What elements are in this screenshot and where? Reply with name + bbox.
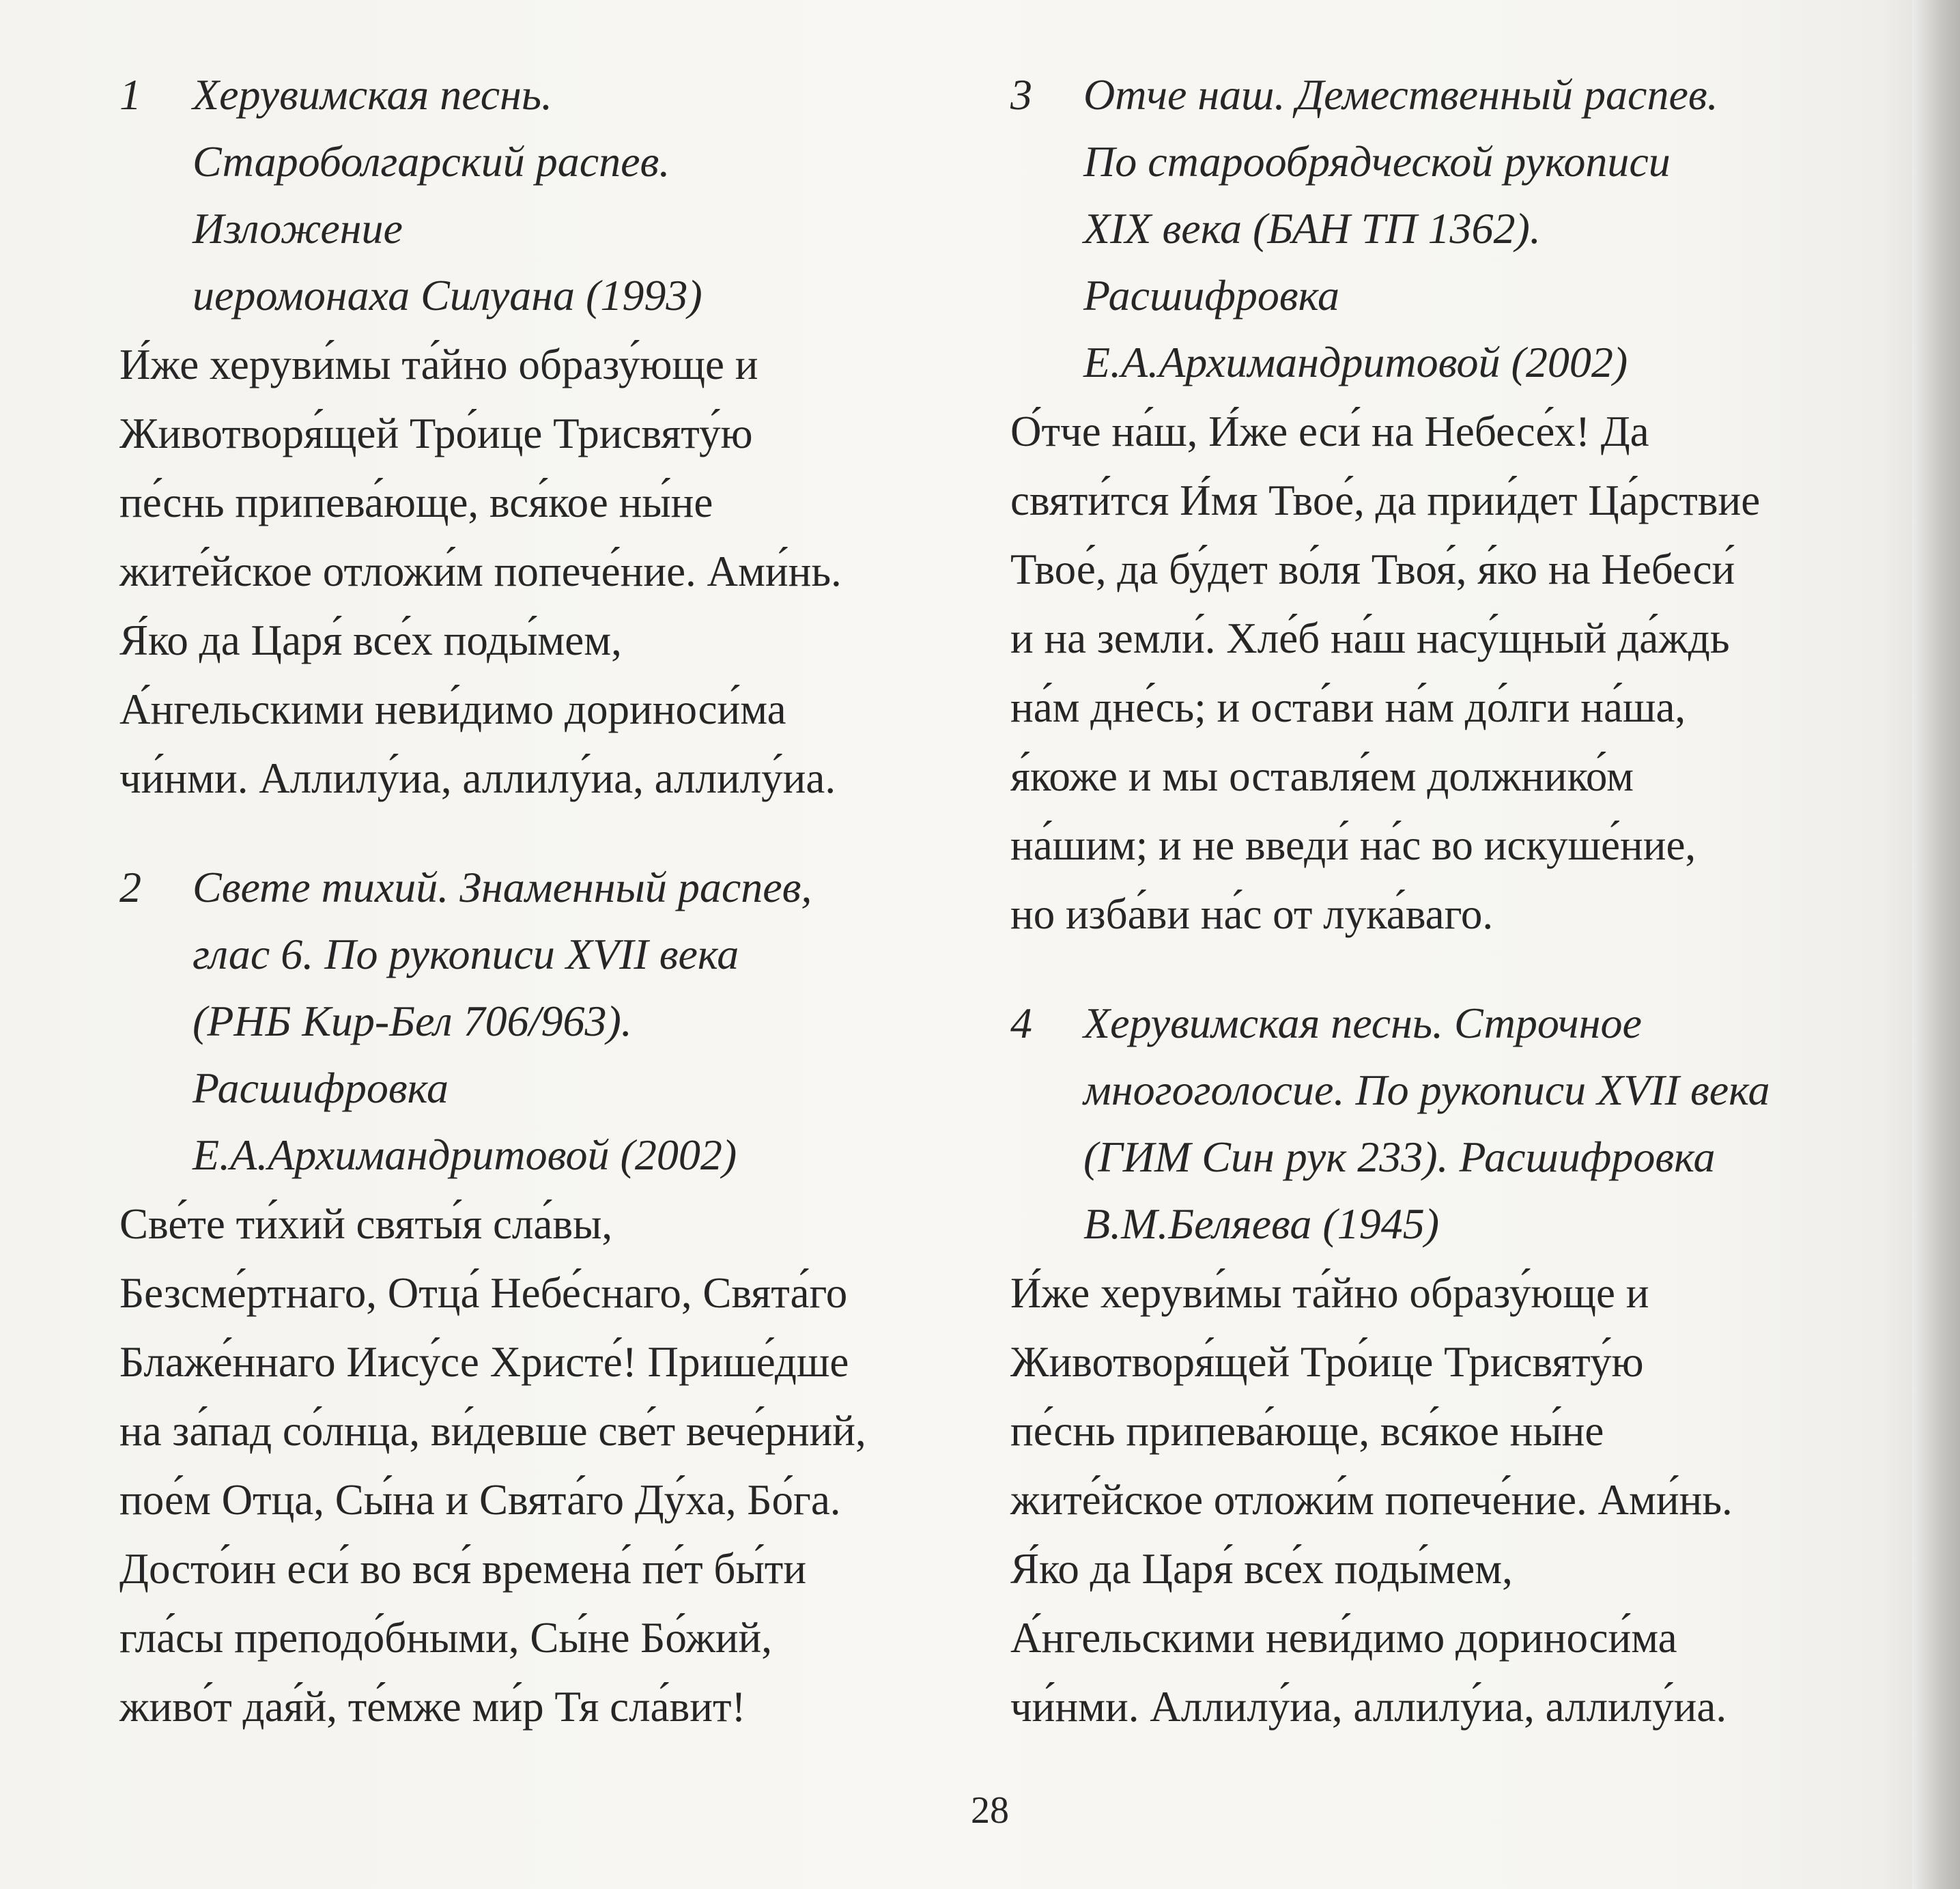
text-line: И́же херуви́мы та́йно образу́юще и — [119, 341, 758, 388]
hymn-text — [119, 330, 980, 813]
text-line: на́м дне́сь; и оста́ви на́м до́лги на́ша, — [1010, 683, 1686, 731]
text-line: Досто́ин еси́ во вся́ времена́ пе́т бы́ти — [119, 1545, 807, 1593]
text-line: Животворя́щей Тро́ице Трисвяту́ю — [119, 410, 753, 457]
text-line: И́же херуви́мы та́йно образу́юще и — [1010, 1269, 1649, 1317]
left-column — [119, 61, 980, 1742]
caption-line: Херувимская песнь. Строчное — [1083, 999, 1642, 1047]
text-line: чи́нми. Аллилу́иа, аллилу́иа, аллилу́иа. — [1010, 1683, 1727, 1731]
text-line: и на земли́. Хле́б на́ш насу́щный да́ждь — [1010, 614, 1730, 662]
text-line: Я́ко да Царя́ все́х поды́мем, — [1010, 1545, 1513, 1593]
caption-line: многоголосие. По рукописи XVII века — [1083, 1066, 1770, 1114]
text-line: Блаже́ннаго Иису́се Христе́! Прише́дше — [119, 1338, 849, 1386]
caption-line: Расшифровка — [193, 1064, 449, 1112]
caption-line: Е.А.Архимандритовой (2002) — [1083, 338, 1628, 386]
text-line: жите́йское отложи́м попече́ние. Ами́нь. — [119, 548, 842, 595]
caption-line: Херувимская песнь. — [193, 70, 553, 119]
prayer-text — [1010, 397, 1857, 949]
section-heading — [1010, 61, 1857, 396]
caption-line: Свете тихий. Знаменный распев, — [193, 863, 812, 911]
text-line: Безсме́ртнаго, Отца́ Небе́снаго, Свята́го — [119, 1269, 848, 1317]
text-line: жите́йское отложи́м попече́ние. Ами́нь. — [1010, 1476, 1733, 1524]
caption-line: (ГИМ Син рук 233). Расшифровка — [1083, 1133, 1716, 1181]
caption-line: Отче наш. Демественный распев. — [1083, 70, 1718, 119]
caption-line: Староболгарский распев. — [193, 137, 670, 186]
section-heading — [119, 61, 980, 329]
section-caption — [193, 61, 702, 329]
text-line: пое́м Отца, Сы́на и Свята́го Ду́ха, Бо́га. — [119, 1476, 841, 1524]
text-line: я́коже и мы оставля́ем должнико́м — [1010, 752, 1634, 800]
text-line: но изба́ви на́с от лука́ваго. — [1010, 890, 1494, 938]
hymn-text — [1010, 1259, 1857, 1742]
text-line: святи́тся И́мя Твое́, да прии́дет Ца́рствие — [1010, 477, 1761, 524]
section-spacer — [119, 813, 980, 854]
text-line: Я́ко да Царя́ все́х поды́мем, — [119, 616, 622, 664]
caption-line: В.М.Беляева (1945) — [1083, 1199, 1439, 1248]
section-number: 1 — [119, 70, 141, 119]
text-line: пе́снь припева́юще, вся́кое ны́не — [119, 479, 713, 526]
text-line: пе́снь припева́юще, вся́кое ны́не — [1010, 1407, 1604, 1455]
section-number: 3 — [1010, 70, 1032, 119]
text-line: на за́пад со́лнца, ви́девше све́т вече́рний, — [119, 1407, 866, 1455]
caption-line: иеромонаха Силуана (1993) — [193, 271, 702, 319]
section-1 — [119, 61, 980, 813]
section-2 — [119, 854, 980, 1742]
caption-line: Расшифровка — [1083, 271, 1339, 319]
text-line: Све́те ти́хий святы́я сла́вы, — [119, 1200, 613, 1248]
text-line: чи́нми. Аллилу́иа, аллилу́иа, аллилу́иа. — [119, 754, 836, 802]
section-caption — [1083, 61, 1718, 396]
hymn-text — [119, 1190, 980, 1742]
text-line: Твое́, да бу́дет во́ля Твоя́, я́ко на Небеси́ — [1010, 545, 1735, 593]
text-line: А́нгельскими неви́димо дориноси́ма — [119, 685, 786, 733]
caption-line: По старообрядческой рукописи — [1083, 137, 1671, 186]
text-line: О́тче на́ш, И́же еси́ на Небесе́х! Да — [1010, 408, 1649, 455]
page-number: 28 — [971, 1789, 1009, 1832]
caption-line: глас 6. По рукописи XVII века — [193, 930, 739, 978]
page-binding-shadow — [1912, 0, 1960, 1889]
text-line: на́шим; и не введи́ на́с во искуше́ние, — [1010, 821, 1696, 869]
section-spacer — [1010, 949, 1857, 990]
section-caption — [1083, 990, 1770, 1258]
text-line: живо́т дая́й, те́мже ми́р Тя сла́вит! — [119, 1683, 746, 1731]
section-4 — [1010, 990, 1857, 1742]
caption-line: (РНБ Кир-Бел 706/963). — [193, 997, 632, 1045]
caption-line: Изложение — [193, 204, 403, 253]
caption-line: XIX века (БАН ТП 1362). — [1083, 204, 1541, 253]
section-heading — [119, 854, 980, 1189]
text-line: Животворя́щей Тро́ице Трисвяту́ю — [1010, 1338, 1644, 1386]
section-3 — [1010, 61, 1857, 949]
right-column — [1010, 61, 1857, 1742]
text-line: гла́сы преподо́бными, Сы́не Бо́жий, — [119, 1614, 772, 1662]
section-heading — [1010, 990, 1857, 1258]
section-caption — [193, 854, 812, 1189]
section-number: 2 — [119, 863, 141, 911]
section-number: 4 — [1010, 999, 1032, 1047]
text-line: А́нгельскими неви́димо дориноси́ма — [1010, 1614, 1677, 1662]
caption-line: Е.А.Архимандритовой (2002) — [193, 1131, 737, 1179]
